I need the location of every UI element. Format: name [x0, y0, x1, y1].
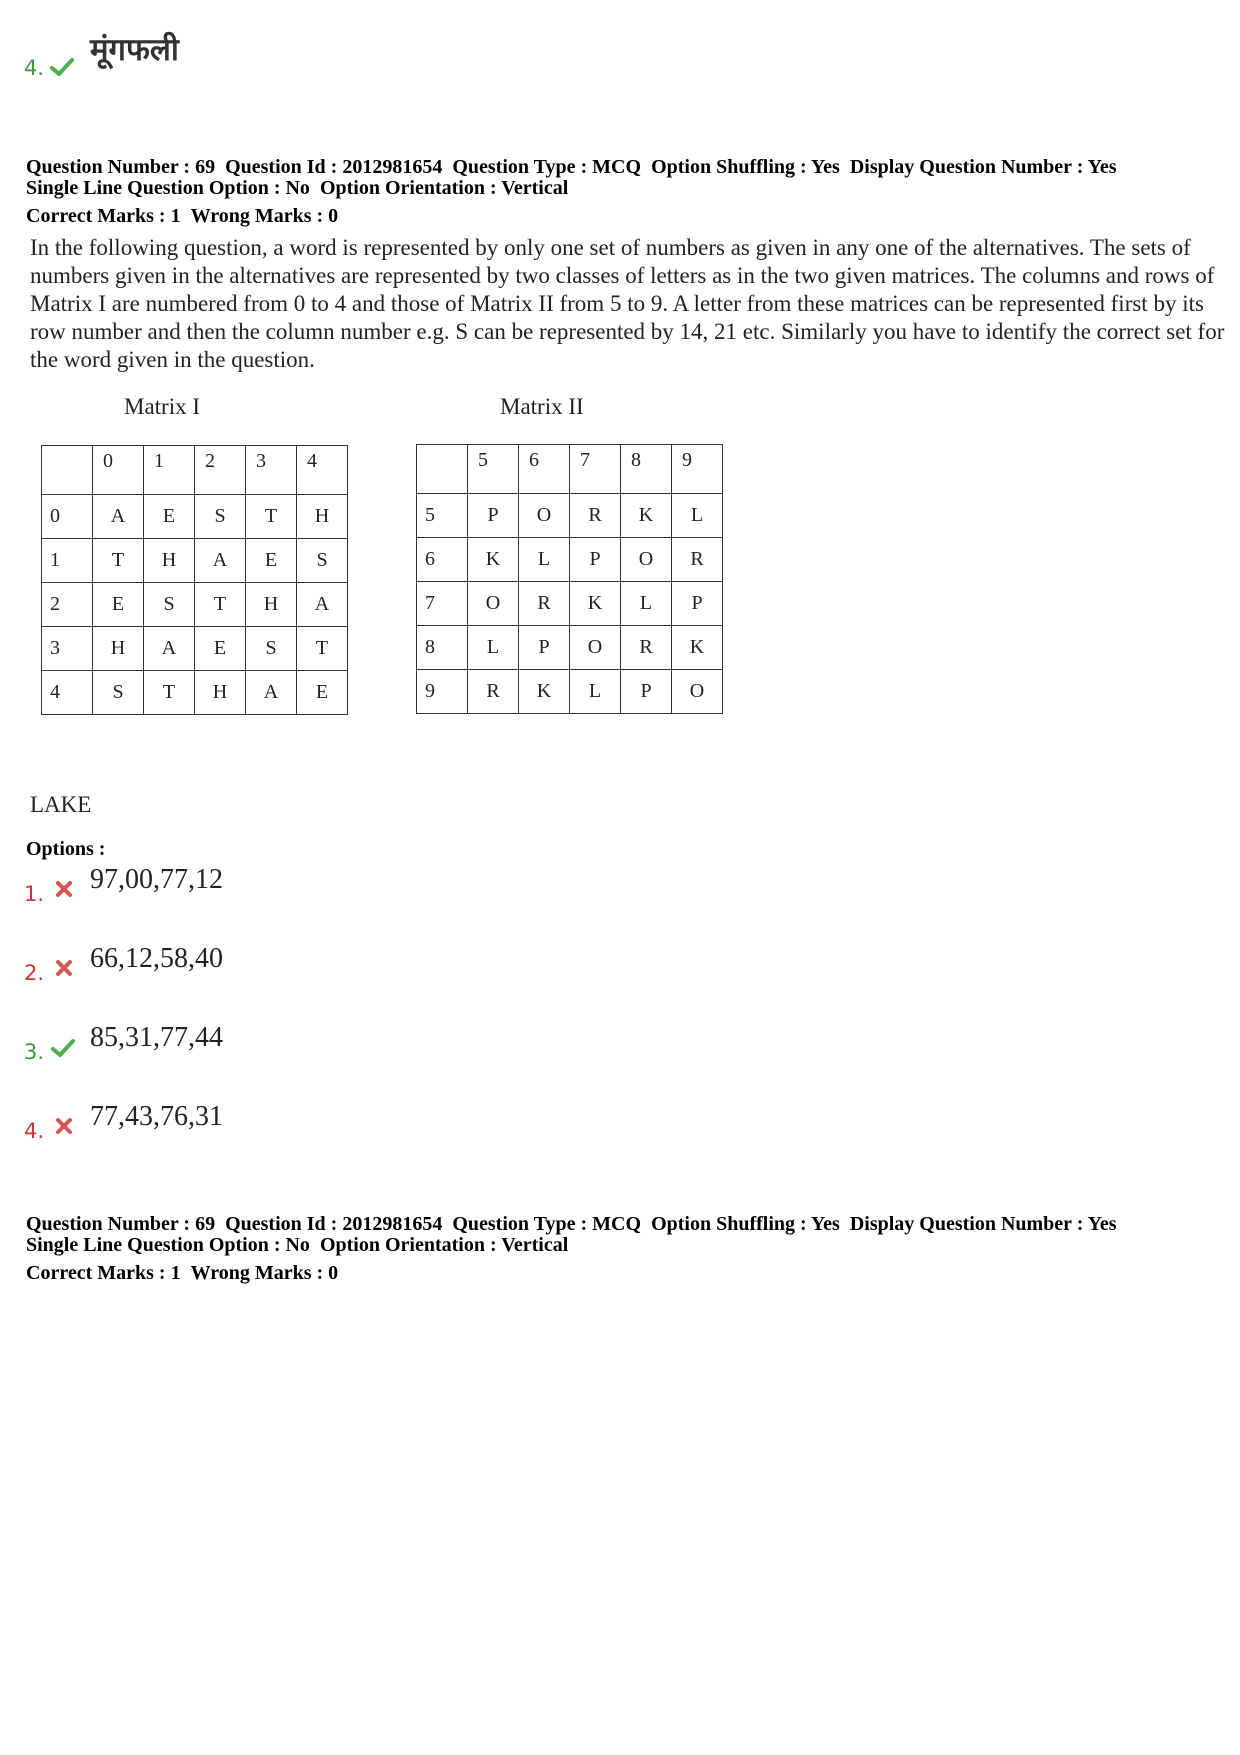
option-1-text: 97,00,77,12	[90, 864, 223, 895]
check-icon	[50, 57, 74, 81]
matrix-col-header: 8	[621, 445, 672, 494]
matrix-cell: R	[672, 538, 723, 582]
cross-icon	[55, 959, 73, 981]
matrix-row-header: 0	[42, 495, 93, 539]
next-question-meta-line-1	[26, 1214, 1127, 1235]
previous-option-text: मूंगफली	[90, 32, 179, 68]
matrix-cell: K	[672, 626, 723, 670]
matrix-row	[42, 495, 348, 539]
options-label: Options :	[26, 838, 106, 860]
matrix-row-header: 2	[42, 583, 93, 627]
matrix-cell: T	[93, 539, 144, 583]
matrix-cell: P	[621, 670, 672, 714]
matrix-cell: O	[519, 494, 570, 538]
matrix-cell: L	[519, 538, 570, 582]
matrix-cell: H	[195, 671, 246, 715]
option-2-text: 66,12,58,40	[90, 943, 223, 974]
matrix-cell: A	[246, 671, 297, 715]
matrix-1-header-row	[42, 446, 348, 495]
matrix-row	[42, 627, 348, 671]
cross-icon	[55, 1117, 73, 1139]
option-1-number: 1.	[24, 882, 45, 906]
meta-orientation: Option Orientation : Vertical	[319, 177, 569, 199]
matrix-cell: A	[93, 495, 144, 539]
matrix-cell: A	[144, 627, 195, 671]
matrix-cell: L	[672, 494, 723, 538]
matrix-2-title: Matrix II	[500, 394, 584, 419]
meta-display-number: Display Question Number : Yes	[849, 1213, 1117, 1235]
matrix-col-header: 4	[297, 446, 348, 495]
matrix-row-header: 8	[417, 626, 468, 670]
matrix-cell: R	[519, 582, 570, 626]
matrix-row-header: 5	[417, 494, 468, 538]
matrix-row	[417, 494, 723, 538]
matrix-cell: T	[144, 671, 195, 715]
matrix-row-header: 1	[42, 539, 93, 583]
meta-single-line: Single Line Question Option : No	[26, 177, 310, 199]
meta-single-line: Single Line Question Option : No	[26, 1234, 310, 1256]
option-4-text: 77,43,76,31	[90, 1101, 223, 1132]
matrix-cell: H	[246, 583, 297, 627]
matrix-col-header: 0	[93, 446, 144, 495]
matrix-row-header: 7	[417, 582, 468, 626]
matrix-cell: R	[570, 494, 621, 538]
next-question-meta-line-2	[26, 1235, 578, 1256]
matrix-cell: S	[144, 583, 195, 627]
matrix-cell: K	[519, 670, 570, 714]
matrix-cell: E	[246, 539, 297, 583]
matrix-col-header: 5	[468, 445, 519, 494]
matrix-cell: P	[672, 582, 723, 626]
wrong-marks: Wrong Marks : 0	[190, 1262, 339, 1284]
option-3-number: 3.	[24, 1040, 45, 1064]
matrix-cell: L	[468, 626, 519, 670]
matrix-cell: O	[621, 538, 672, 582]
cross-icon	[55, 880, 73, 902]
question-meta-line-1	[26, 157, 1127, 178]
matrix-corner-cell	[417, 445, 468, 494]
meta-display-number: Display Question Number : Yes	[849, 156, 1117, 178]
matrix-cell: T	[246, 495, 297, 539]
matrix-cell: S	[297, 539, 348, 583]
meta-question-type: Question Type : MCQ	[452, 156, 642, 178]
matrix-col-header: 1	[144, 446, 195, 495]
meta-option-shuffling: Option Shuffling : Yes	[651, 1213, 840, 1235]
correct-marks: Correct Marks : 1	[26, 205, 181, 227]
matrix-row	[417, 670, 723, 714]
matrix-row	[417, 582, 723, 626]
matrix-cell: P	[570, 538, 621, 582]
meta-option-shuffling: Option Shuffling : Yes	[651, 156, 840, 178]
matrix-cell: O	[672, 670, 723, 714]
matrix-cell: A	[195, 539, 246, 583]
meta-question-number: Question Number : 69	[26, 156, 216, 178]
question-meta-line-2	[26, 178, 578, 199]
matrix-cell: P	[519, 626, 570, 670]
matrix-cell: H	[297, 495, 348, 539]
matrix-1-table	[41, 445, 348, 715]
matrix-corner-cell	[42, 446, 93, 495]
meta-question-id: Question Id : 2012981654	[225, 156, 443, 178]
matrix-row-header: 9	[417, 670, 468, 714]
matrix-col-header: 9	[672, 445, 723, 494]
matrix-cell: E	[93, 583, 144, 627]
meta-orientation: Option Orientation : Vertical	[319, 1234, 569, 1256]
matrix-cell: H	[93, 627, 144, 671]
matrix-cell: H	[144, 539, 195, 583]
matrix-2-header-row	[417, 445, 723, 494]
matrix-cell: R	[468, 670, 519, 714]
matrix-cell: A	[297, 583, 348, 627]
matrix-row-header: 4	[42, 671, 93, 715]
matrix-row	[417, 626, 723, 670]
matrix-col-header: 6	[519, 445, 570, 494]
matrix-cell: O	[570, 626, 621, 670]
matrix-row	[42, 539, 348, 583]
matrix-cell: T	[195, 583, 246, 627]
matrix-cell: K	[468, 538, 519, 582]
question-text: In the following question, a word is represented by only one set of numbers as given in any one of the alternatives. The sets of numbers given in the alternatives are represented by two classes of letters as in the two given matrices. The columns and rows of Matrix I are numbered from 0 to 4 and those of Matrix II from 5 to 9. A letter from these matrices can be represented first by its row number and then the column number e.g. S can be represented by 14, 21 etc. Similarly you have to identify the correct set for the word given in the question.	[30, 235, 1225, 372]
matrix-cell: S	[246, 627, 297, 671]
matrix-col-header: 3	[246, 446, 297, 495]
question-word: LAKE	[30, 792, 92, 817]
question-marks	[26, 206, 348, 227]
check-icon	[51, 1038, 75, 1062]
matrix-col-header: 2	[195, 446, 246, 495]
matrix-cell: E	[297, 671, 348, 715]
matrix-row	[417, 538, 723, 582]
meta-question-number: Question Number : 69	[26, 1213, 216, 1235]
matrix-col-header: 7	[570, 445, 621, 494]
previous-option-number: 4.	[24, 56, 45, 80]
meta-question-type: Question Type : MCQ	[452, 1213, 642, 1235]
matrix-cell: K	[621, 494, 672, 538]
matrix-cell: S	[195, 495, 246, 539]
matrix-cell: L	[570, 670, 621, 714]
meta-question-id: Question Id : 2012981654	[225, 1213, 443, 1235]
option-4-number: 4.	[24, 1119, 45, 1143]
wrong-marks: Wrong Marks : 0	[190, 205, 339, 227]
matrix-cell: S	[93, 671, 144, 715]
matrix-row-header: 3	[42, 627, 93, 671]
matrix-row-header: 6	[417, 538, 468, 582]
matrix-row	[42, 671, 348, 715]
matrix-1-title: Matrix I	[124, 394, 201, 419]
matrix-cell: K	[570, 582, 621, 626]
matrix-cell: P	[468, 494, 519, 538]
matrix-row	[42, 583, 348, 627]
option-3-text: 85,31,77,44	[90, 1022, 223, 1053]
matrix-cell: O	[468, 582, 519, 626]
matrix-cell: R	[621, 626, 672, 670]
matrix-cell: E	[195, 627, 246, 671]
option-2-number: 2.	[24, 961, 45, 985]
matrix-cell: L	[621, 582, 672, 626]
matrix-2-table	[416, 444, 723, 714]
matrix-cell: T	[297, 627, 348, 671]
matrix-cell: E	[144, 495, 195, 539]
next-question-marks	[26, 1263, 348, 1284]
correct-marks: Correct Marks : 1	[26, 1262, 181, 1284]
